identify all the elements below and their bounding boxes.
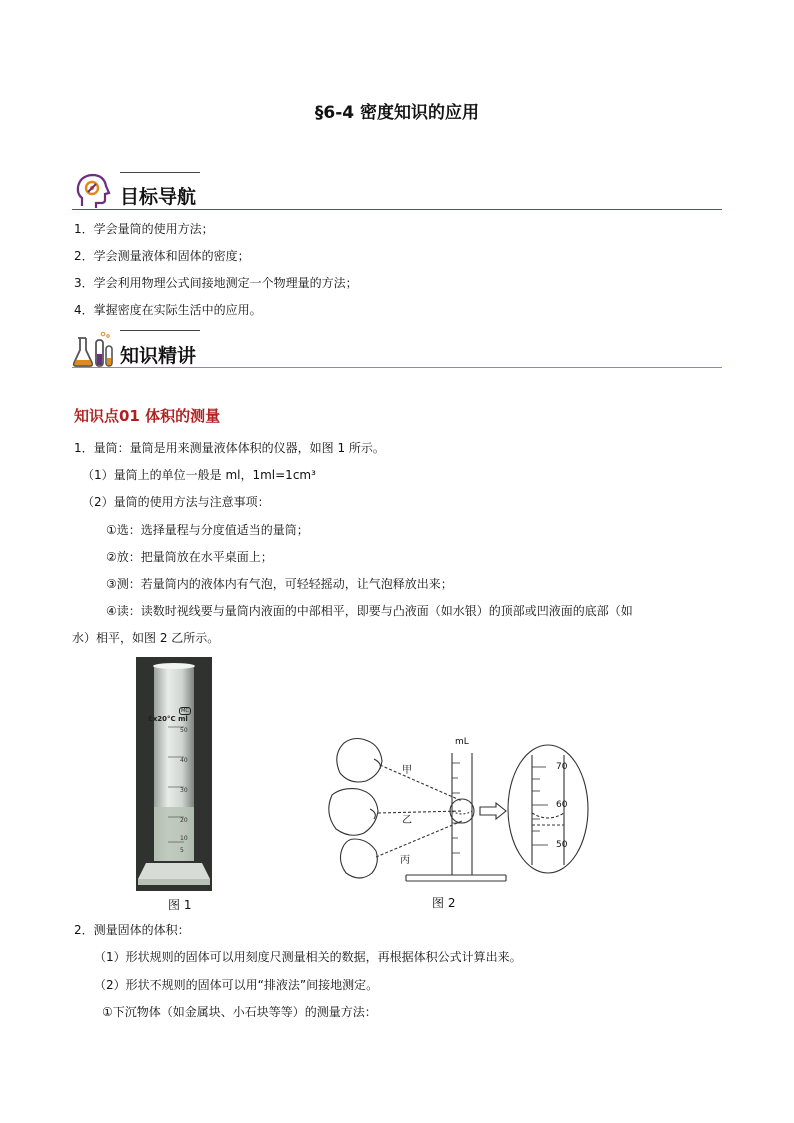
figure1-caption: 图 1 [168, 898, 192, 912]
section-knowledge-rule [72, 367, 722, 368]
goal-item: 4．掌握密度在实际生活中的应用。 [74, 303, 262, 317]
knowledge-point-heading: 知识点01 体积的测量 [74, 407, 221, 425]
head-gear-icon [74, 172, 114, 212]
paragraph-unit: （1）量筒上的单位一般是 ml，1ml=1cm³ [82, 468, 316, 482]
cylinder-mark: 50 [180, 727, 188, 734]
cylinder-mark: 40 [180, 757, 188, 764]
cylinder-mark: 10 [180, 835, 188, 842]
viewer-label-a: 甲 [402, 765, 412, 776]
paragraph-solid-volume: 2．测量固体的体积： [74, 923, 190, 937]
step-place: ②放：把量筒放在水平桌面上； [106, 550, 273, 564]
section-topline [120, 330, 200, 331]
step-read-continued: 水）相平，如图 2 乙所示。 [72, 631, 220, 645]
flask-icon [72, 330, 114, 368]
section-knowledge-title: 知识精讲 [120, 345, 197, 367]
figure2-diagram [322, 733, 608, 889]
paragraph-regular-solid: （1）形状规则的固体可以用刻度尺测量相关的数据，再根据体积公式计算出来。 [94, 950, 522, 964]
figure2-caption: 图 2 [432, 896, 456, 910]
step-measure: ③测：若量筒内的液体内有气泡，可轻轻摇动，让气泡释放出来； [106, 577, 453, 591]
zoom-mark: 60 [556, 800, 568, 810]
step-read: ④读：读数时视线要与量筒内液面的中部相平，即要与凸液面（如水银）的顶部或凹液面的底部（如 [106, 604, 633, 618]
section-goals-title: 目标导航 [120, 186, 197, 208]
zoom-mark: 70 [556, 762, 568, 772]
paragraph-sinking-object: ①下沉物体（如金属块、小石块等等）的测量方法： [102, 1005, 377, 1019]
goal-item: 3．学会利用物理公式间接地测定一个物理量的方法； [74, 276, 358, 290]
cylinder-mark: 30 [180, 787, 188, 794]
figure1-photo [136, 657, 212, 891]
cylinder-mark: 5 [180, 847, 184, 854]
section-knowledge-header [72, 330, 722, 374]
paragraph-measuring-cylinder: 1．量筒：量筒是用来测量液体体积的仪器，如图 1 所示。 [74, 441, 385, 455]
step-select: ①选：选择量程与分度值适当的量筒； [106, 523, 309, 537]
cylinder-logo: MC [181, 708, 189, 714]
zoom-mark: 50 [556, 840, 568, 850]
section-topline [120, 172, 200, 173]
cylinder-unit: mL [455, 737, 469, 747]
section-goals-header [72, 172, 722, 216]
paragraph-usage: （2）量筒的使用方法与注意事项： [82, 495, 270, 509]
page-title: §6-4 密度知识的应用 [314, 103, 480, 123]
section-goals-rule [72, 209, 722, 210]
cylinder-label: Ex20°C ml [148, 715, 188, 723]
graduated-cylinder-image [136, 657, 212, 891]
paragraph-irregular-solid: （2）形状不规则的固体可以用“排液法”间接地测定。 [94, 978, 379, 992]
meniscus-reading-diagram [322, 733, 608, 889]
cylinder-mark: 20 [180, 817, 188, 824]
goal-item: 1．学会量筒的使用方法； [74, 222, 214, 236]
viewer-label-b: 乙 [402, 815, 412, 826]
goal-item: 2．学会测量液体和固体的密度； [74, 249, 250, 263]
viewer-label-c: 丙 [400, 855, 410, 866]
